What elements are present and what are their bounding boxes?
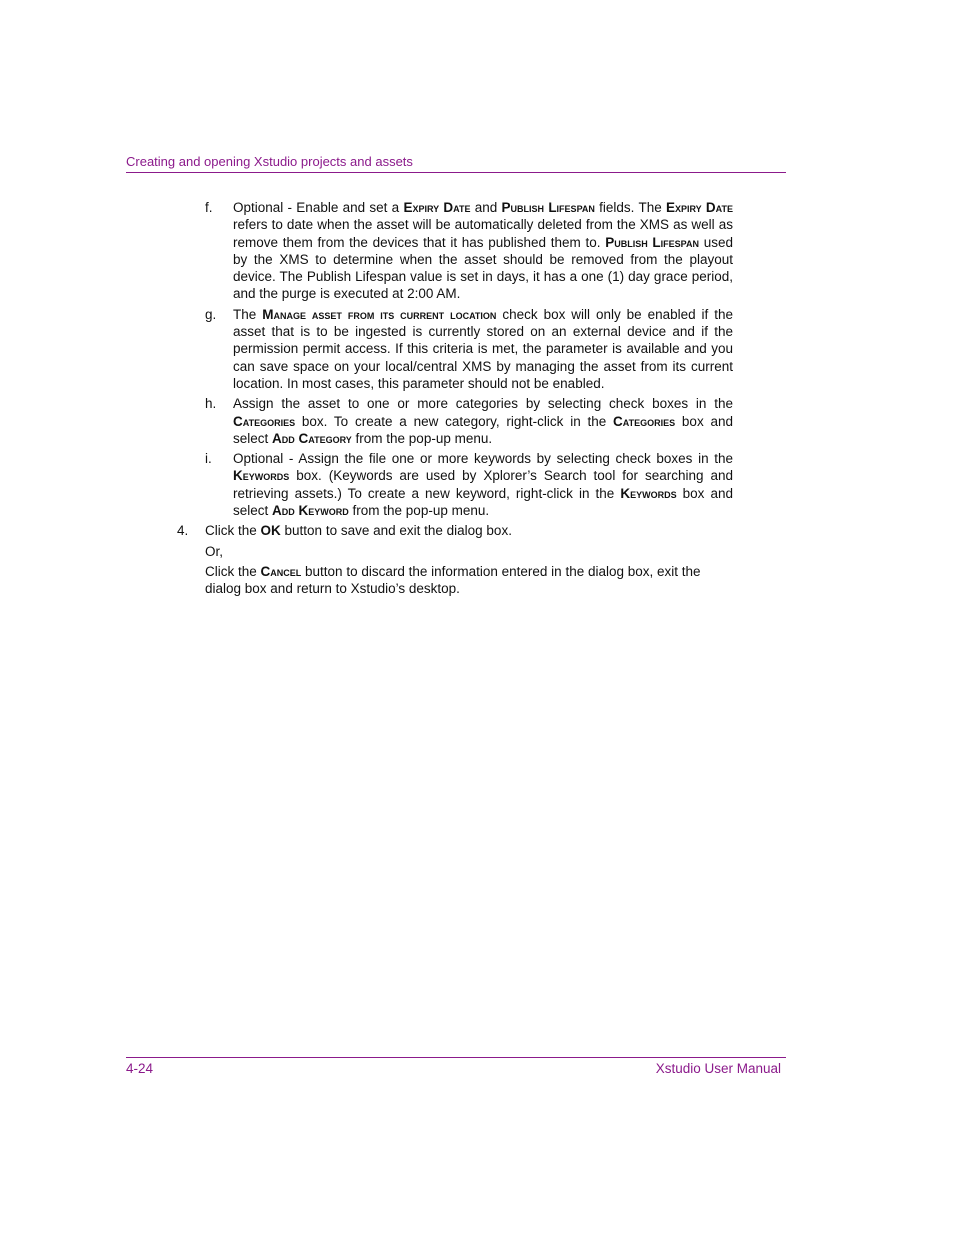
text-run: box and select xyxy=(233,485,734,519)
cancel-instruction xyxy=(205,563,733,598)
text-run: refers to date when the asset will be automatically deleted from the XMS as well as remove them from the devices that it has published them to. xyxy=(233,217,733,250)
field-name-expiry-date: Expiry Date xyxy=(403,200,471,215)
text-run: Assign the asset to one or more categories by selecting check boxes in the xyxy=(233,396,733,412)
text-run: The xyxy=(233,306,263,322)
list-marker: f. xyxy=(205,200,213,215)
menu-name-add-category: Add Category xyxy=(272,430,352,446)
page-body xyxy=(0,199,954,601)
button-name-ok: OK xyxy=(260,523,281,539)
menu-name-add-keyword: Add Keyword xyxy=(272,503,349,519)
list-item-f xyxy=(205,199,734,303)
header-divider xyxy=(126,172,786,173)
step-number: 4. xyxy=(177,523,189,539)
footer-divider xyxy=(126,1057,786,1058)
field-name-keywords: Keywords xyxy=(620,485,677,501)
text-run: box. To create a new category, right-click in the xyxy=(295,413,614,429)
list-marker: i. xyxy=(205,451,212,467)
field-name-publish-lifespan: Publish Lifespan xyxy=(605,234,699,250)
text-run: fields. The xyxy=(594,200,666,215)
text-run: Optional - Assign the file one or more keywords by selecting check boxes in the xyxy=(233,451,733,467)
button-name-cancel: Cancel xyxy=(260,563,302,579)
list-marker: g. xyxy=(205,306,217,322)
list-item-i xyxy=(205,450,734,519)
field-name-keywords: Keywords xyxy=(233,468,290,484)
text-run: used by the XMS to determine when the asset should be removed from the playout device. The Publish Lifespan value is set in days, it has a one (1) day grace period, and the purge is executed at 2:00 AM. xyxy=(233,234,733,302)
step-4 xyxy=(177,522,733,539)
list-marker: h. xyxy=(205,396,217,412)
text-run: Click the xyxy=(205,563,261,579)
text-run: and xyxy=(470,200,502,215)
field-name-expiry-date: Expiry Date xyxy=(665,200,734,215)
text-run: button to discard the information entered in the dialog box, exit the dialog box and return to Xstudio’s desktop. xyxy=(205,563,701,597)
list-item-h xyxy=(205,395,733,447)
running-header: Creating and opening Xstudio projects and assets xyxy=(126,154,413,169)
text-run: from the pop-up menu. xyxy=(348,503,490,519)
field-name-publish-lifespan: Publish Lifespan xyxy=(501,200,595,215)
text-run: box and select xyxy=(233,413,733,446)
text-run: button to save and exit the dialog box. xyxy=(280,523,512,539)
field-name-categories: Categories xyxy=(233,413,296,429)
text-run: Optional - Enable and set a xyxy=(233,200,404,215)
page-number: 4-24 xyxy=(126,1061,154,1076)
list-item-g xyxy=(205,306,734,392)
text-run: Click the xyxy=(205,523,261,539)
field-name-categories: Categories xyxy=(613,413,676,429)
text-run: check box will only be enabled if the asset that is to be ingested is currently stored on an external device and if the permission permit access. If this criteria is met, the parameter is available and you can save space on your local/central XMS by managing the asset from its current location. In most cases, this parameter should not be enabled. xyxy=(233,306,734,391)
or-text: Or, xyxy=(205,543,224,559)
text-run: from the pop-up menu. xyxy=(351,430,493,446)
text-run: box. (Keywords are used by Xplorer’s Search tool for searching and retrieving assets.) To create a new keyword, right-click in the xyxy=(233,468,733,501)
field-name-manage-asset: Manage asset from its current location xyxy=(262,306,497,322)
manual-title: Xstudio User Manual xyxy=(655,1061,781,1076)
